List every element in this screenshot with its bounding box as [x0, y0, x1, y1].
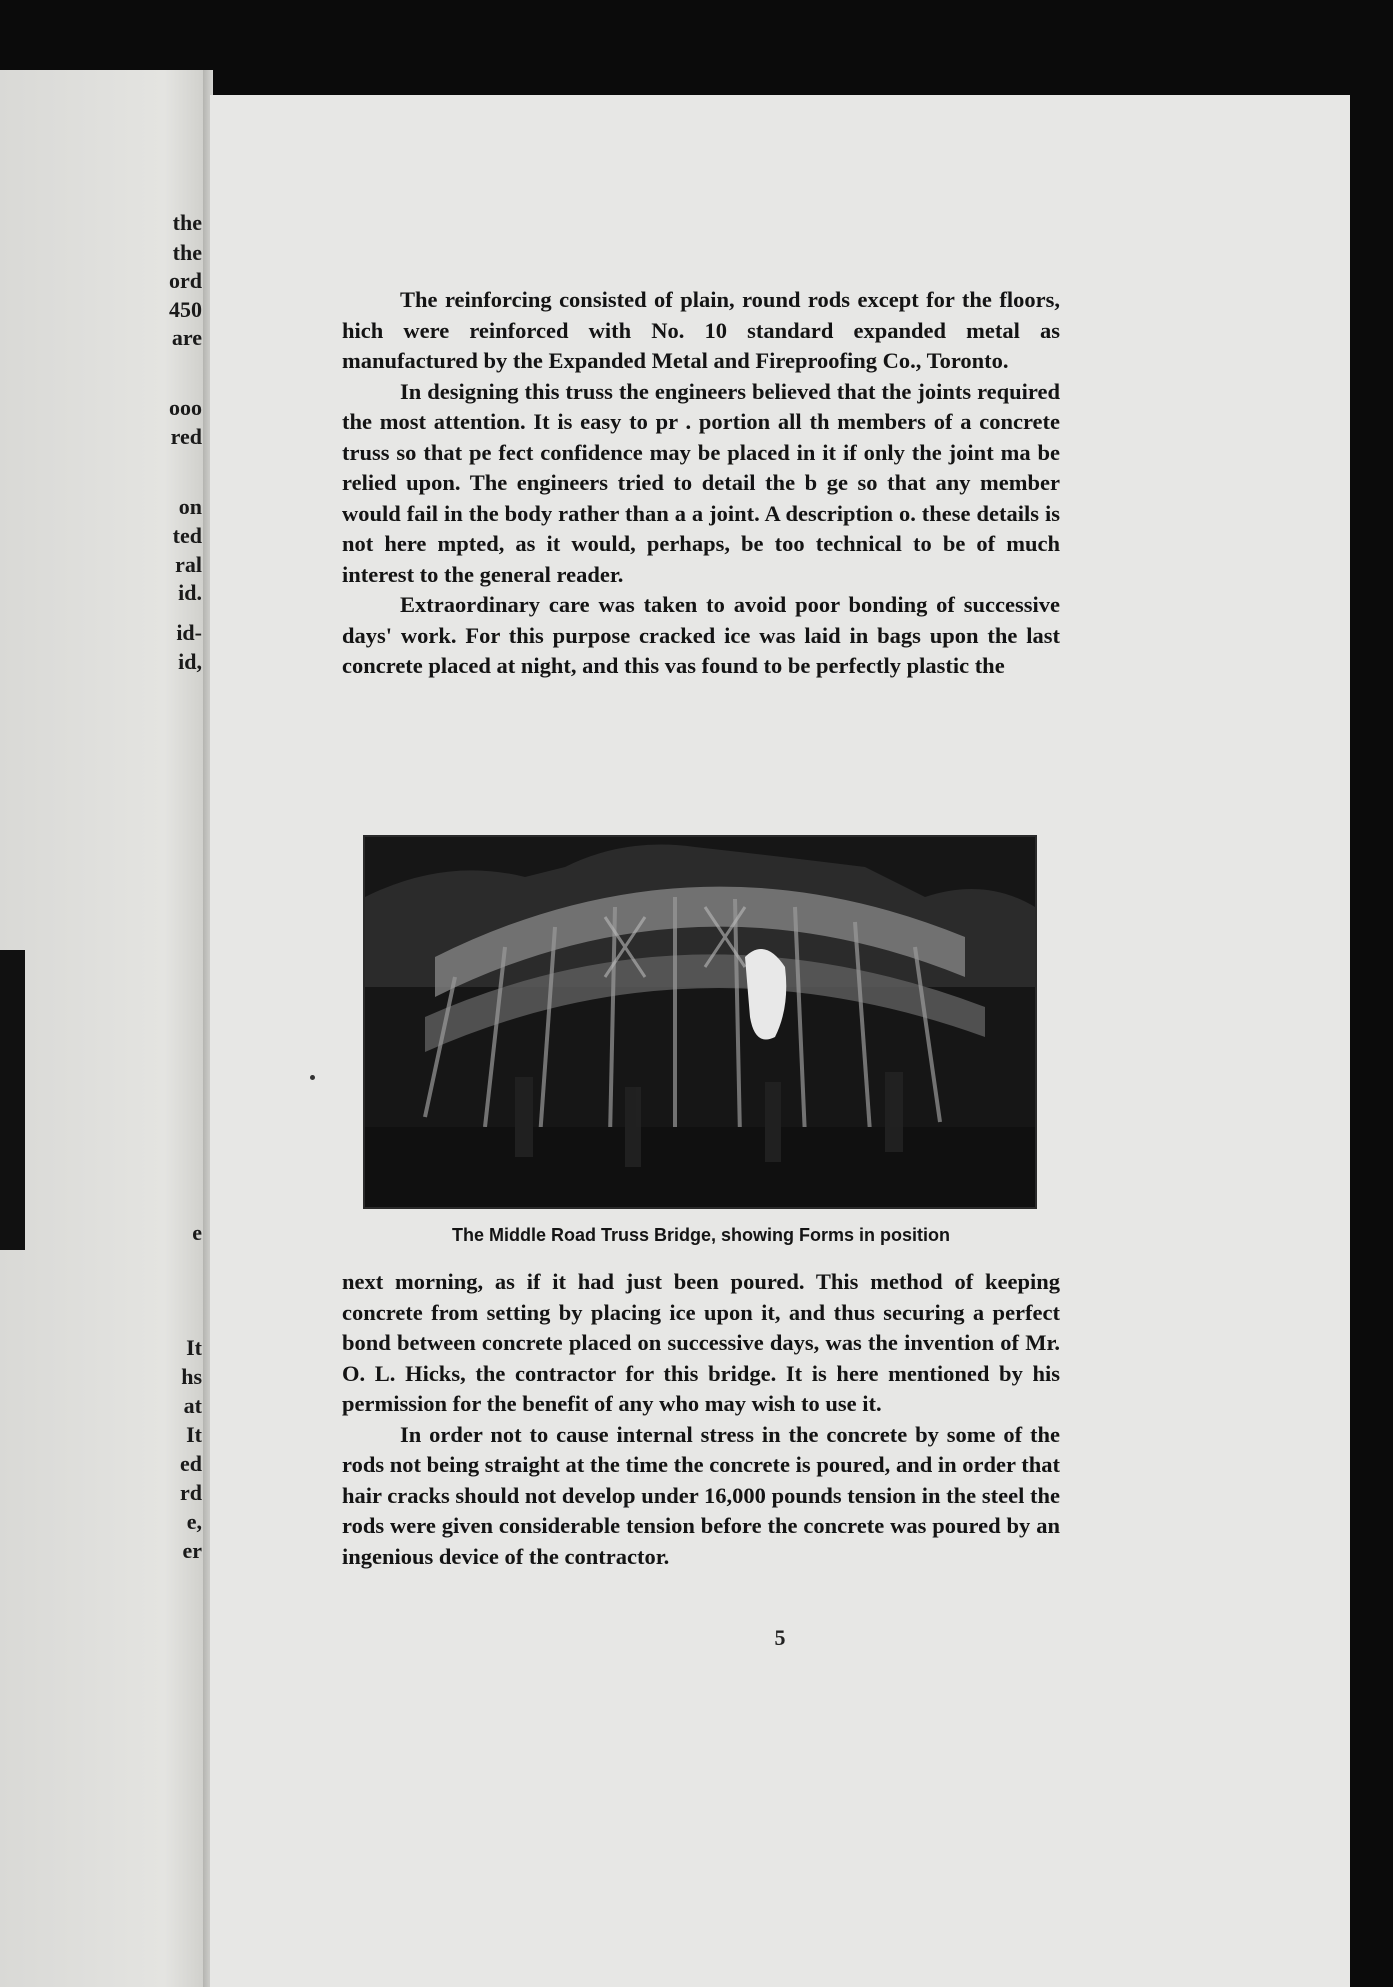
- stray-mark: [310, 1075, 315, 1080]
- left-page-fragment: er: [182, 1538, 202, 1563]
- left-page-fragment: hs: [181, 1364, 202, 1389]
- left-page-fragment: the: [172, 210, 202, 235]
- left-page-fragment: rd: [180, 1480, 202, 1505]
- bottom-text-block: [342, 1267, 1060, 1572]
- left-page-fragment: red: [170, 424, 202, 449]
- left-page-fragment: It: [186, 1335, 202, 1360]
- left-page-fragment: ord: [169, 268, 202, 293]
- left-page-photo-edge: [0, 950, 25, 1250]
- left-page-fragment: the: [172, 240, 202, 265]
- left-page-fragment: id.: [178, 580, 202, 605]
- left-page-fragment: at: [183, 1393, 202, 1418]
- paragraph: The reinforcing consisted of plain, round rods except for the floors, hich were reinforced with No. 10 standard expanded metal as manufactured by the Expanded Metal and Fireproofing Co., Toronto.: [342, 287, 1060, 373]
- left-page-fragment: It: [186, 1422, 202, 1447]
- left-page-text-fragments: [0, 70, 206, 1987]
- left-page-fragment: ed: [180, 1451, 202, 1476]
- paragraph: next morning, as if it had just been poured. This method of keeping concrete from setting by placing ice upon it, and thus securing a perfect bond between concrete placed on successive days, was the invention of Mr. O. L. Hicks, the contractor for this bridge. It is here mentioned by his permission for the benefit of any who may wish to use it.: [342, 1269, 1060, 1416]
- left-page-fragment: on: [178, 494, 202, 519]
- bridge-photo-illustration: [365, 837, 1035, 1207]
- left-page-fragment: id,: [178, 649, 202, 674]
- left-page-fragment: e: [192, 1220, 202, 1245]
- left-page-fragment: ral: [175, 552, 202, 577]
- top-text-block: [342, 285, 1060, 682]
- left-page-fragment: id-: [176, 620, 202, 645]
- right-page: [210, 95, 1350, 1987]
- left-page-fragment: are: [171, 325, 202, 350]
- paragraph: In designing this truss the engineers believed that the joints required the most attention. It is easy to pr . portion all th members of a concrete truss so that pe fect confidence may be placed in it if only the joint ma be relied upon. The engineers tried to detail the b ge so that any member would fail in the body rather than a a joint. A description o. these details is not here mpted, as it would, perhaps, be too technical to be of much interest to the general reader.: [342, 378, 1060, 587]
- bridge-photo: [363, 835, 1037, 1209]
- left-page-fragment: ooo: [169, 395, 202, 420]
- left-page-fragment: ted: [172, 523, 202, 548]
- left-page-fragment: e,: [186, 1509, 202, 1534]
- left-page: [0, 70, 206, 1987]
- page-number: 5: [774, 1625, 786, 1650]
- left-page-fragment: 450: [169, 297, 202, 322]
- photo-caption: The Middle Road Truss Bridge, showing Forms in position: [451, 1225, 951, 1245]
- paragraph: In order not to cause internal stress in the concrete by some of the rods not being straight at the time the concrete is poured, and in order that hair cracks should not develop under 16,000 pounds tension in the steel the rods were given considerable tension before the concrete was poured by an ingenious device of the contractor.: [342, 1421, 1060, 1569]
- paragraph: Extraordinary care was taken to avoid poor bonding of successive days' work. For this purpose cracked ice was laid in bags upon the last concrete placed at night, and this vas found to be perfectly plastic the: [342, 592, 1060, 678]
